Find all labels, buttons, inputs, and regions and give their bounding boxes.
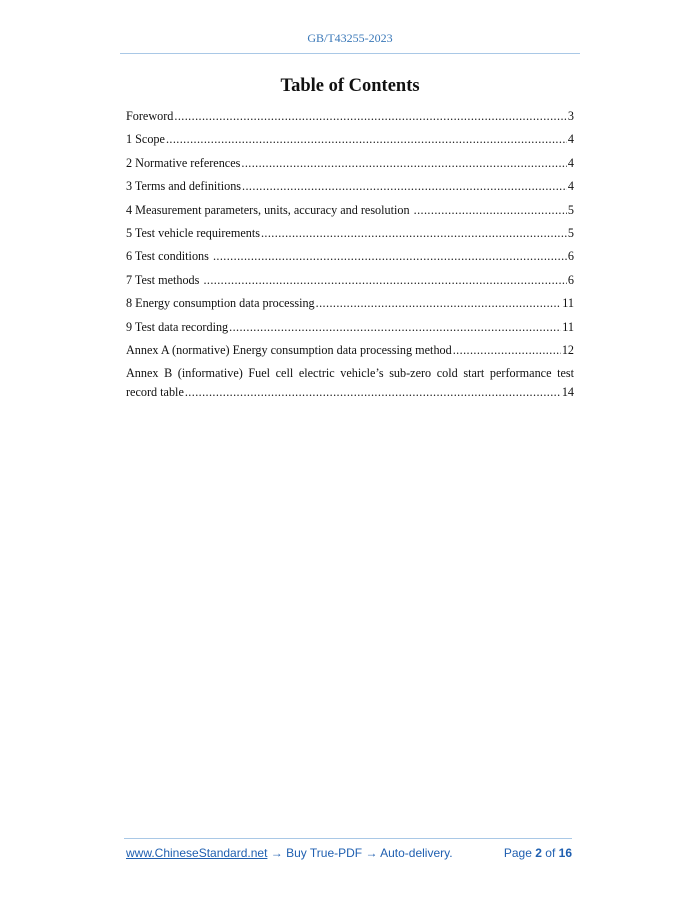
toc-entry-page: 11 bbox=[562, 296, 574, 311]
toc-entry-label: 6 Test conditions bbox=[126, 249, 212, 264]
toc-entry-label-line2: record table bbox=[126, 385, 184, 400]
dot-leader bbox=[242, 179, 567, 194]
dot-leader bbox=[453, 343, 561, 358]
page-indicator bbox=[504, 846, 572, 860]
toc-entry-page: 12 bbox=[561, 342, 574, 357]
toc-entry-test-conditions[interactable] bbox=[126, 249, 574, 264]
toc-entry-label: Annex A (normative) Energy consumption data processing method bbox=[126, 342, 452, 357]
toc-entry-terms-definitions[interactable] bbox=[126, 179, 574, 194]
toc-entry-page: 14 bbox=[561, 385, 574, 400]
toc-entry-label: 8 Energy consumption data processing bbox=[126, 296, 315, 311]
toc-entry-label: 2 Normative references bbox=[126, 155, 241, 170]
toc-entry-scope[interactable] bbox=[126, 132, 574, 147]
header-divider bbox=[120, 53, 580, 54]
toc-entry-label: 9 Test data recording bbox=[126, 319, 229, 334]
toc-entry-label-line1: Annex B (informative) Fuel cell electric vehicle’s sub-zero cold start performance test bbox=[126, 366, 574, 381]
footer-promo-text: → Buy True-PDF → Auto-delivery. bbox=[267, 846, 453, 860]
toc-entry-label: Foreword bbox=[126, 109, 174, 123]
toc-entry-label: 3 Terms and definitions bbox=[126, 179, 242, 194]
toc-entry-test-data-recording[interactable] bbox=[126, 320, 574, 335]
toc-entry-page: 6 bbox=[567, 272, 574, 287]
page-title: Table of Contents bbox=[280, 76, 420, 96]
page-of-label: of bbox=[545, 846, 556, 860]
toc-entry-page: 4 bbox=[567, 155, 574, 170]
toc-entry-annex-b[interactable] bbox=[126, 366, 574, 400]
toc-entry-page: 4 bbox=[567, 179, 574, 194]
dot-leader bbox=[185, 385, 561, 400]
page-footer bbox=[126, 846, 572, 864]
toc-entry-page: 4 bbox=[567, 132, 574, 147]
page-total: 16 bbox=[558, 846, 572, 860]
toc-entry-energy-consumption-processing[interactable] bbox=[126, 296, 574, 311]
toc-entry-normative-references[interactable] bbox=[126, 156, 574, 171]
toc-entry-page: 5 bbox=[567, 202, 574, 217]
toc-entry-foreword[interactable] bbox=[126, 109, 574, 124]
dot-leader bbox=[316, 296, 562, 311]
toc-entry-test-methods[interactable] bbox=[126, 273, 574, 288]
dot-leader bbox=[174, 109, 567, 124]
toc-entry-page: 5 bbox=[567, 225, 574, 240]
page-label: Page bbox=[503, 846, 532, 860]
dot-leader bbox=[203, 273, 566, 288]
dot-leader bbox=[241, 156, 567, 171]
dot-leader bbox=[229, 320, 561, 335]
toc-entry-page: 6 bbox=[567, 249, 574, 264]
dot-leader bbox=[414, 203, 567, 218]
toc-entry-label: 7 Test methods bbox=[126, 272, 203, 287]
toc-entry-annex-a[interactable] bbox=[126, 343, 574, 358]
toc-entry-measurement-parameters[interactable] bbox=[126, 203, 574, 218]
dot-leader bbox=[261, 226, 567, 241]
dot-leader bbox=[166, 132, 567, 147]
dot-leader bbox=[213, 249, 567, 264]
toc-entry-page: 3 bbox=[567, 109, 574, 123]
footer-promo bbox=[126, 846, 453, 860]
toc-entry-label: 1 Scope bbox=[126, 132, 165, 147]
page-current: 2 bbox=[535, 846, 542, 860]
toc-entry-label: 4 Measurement parameters, units, accuracy and resolution bbox=[126, 202, 413, 217]
standard-code: GB/T43255-2023 bbox=[307, 31, 393, 45]
site-link[interactable]: www.ChineseStandard.net bbox=[126, 846, 268, 860]
footer-divider bbox=[124, 838, 572, 839]
toc-entry-label: 5 Test vehicle requirements bbox=[126, 225, 260, 240]
table-of-contents bbox=[126, 109, 574, 408]
toc-entry-page: 11 bbox=[562, 319, 574, 334]
toc-entry-test-vehicle-requirements[interactable] bbox=[126, 226, 574, 241]
